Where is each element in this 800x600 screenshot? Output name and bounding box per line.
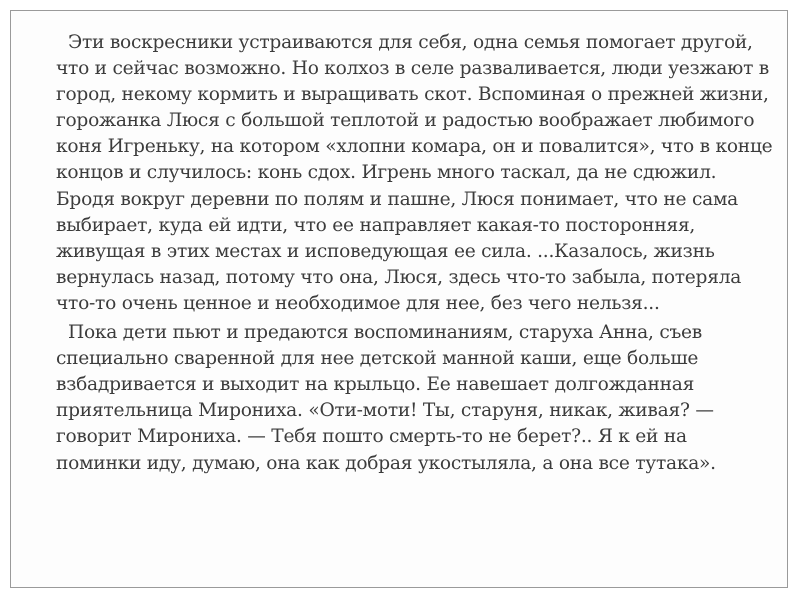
slide-text	[56, 30, 776, 477]
slide-frame	[10, 10, 788, 588]
paragraph-1: Эти воскресники устраиваются для себя, одна семья помогает другой, что и сейчас возможно. Но колхоз в селе разваливается, люди уезжают в город, некому кормить и выращивать скот. Вспоминая о прежней жизни, горожанка Люся с большой теплотой и радостью воображает любимого коня Игреньку, на котором «хлопни комара, он и повалится», что в конце концов и случилось: конь сдох. Игрень много таскал, да не сдюжил. Бродя вокруг деревни по полям и пашне, Люся понимает, что не сама выбирает, куда ей идти, что ее направляет какая-то посторонняя, живущая в этих местах и исповедующая ее сила. ...Казалось, жизнь вернулась назад, потому что она, Люся, здесь что-то забыла, потеряла что-то очень ценное и необходимое для нее, без чего нельзя...	[56, 32, 773, 314]
paragraph-2: Пока дети пьют и предаются воспоминаниям, старуха Анна, съев специально сваренной для нее детской манной каши, еще больше взбадривается и выходит на крыльцо. Ее навешает долгожданная приятельница Мирониха. «Оти-моти! Ты, старуня, никак, живая? — говорит Мирониха. — Тебя пошто смерть-то не берет?.. Я к ей на поминки иду, думаю, она как добрая укостыляла, а она все тутака».	[56, 322, 716, 474]
